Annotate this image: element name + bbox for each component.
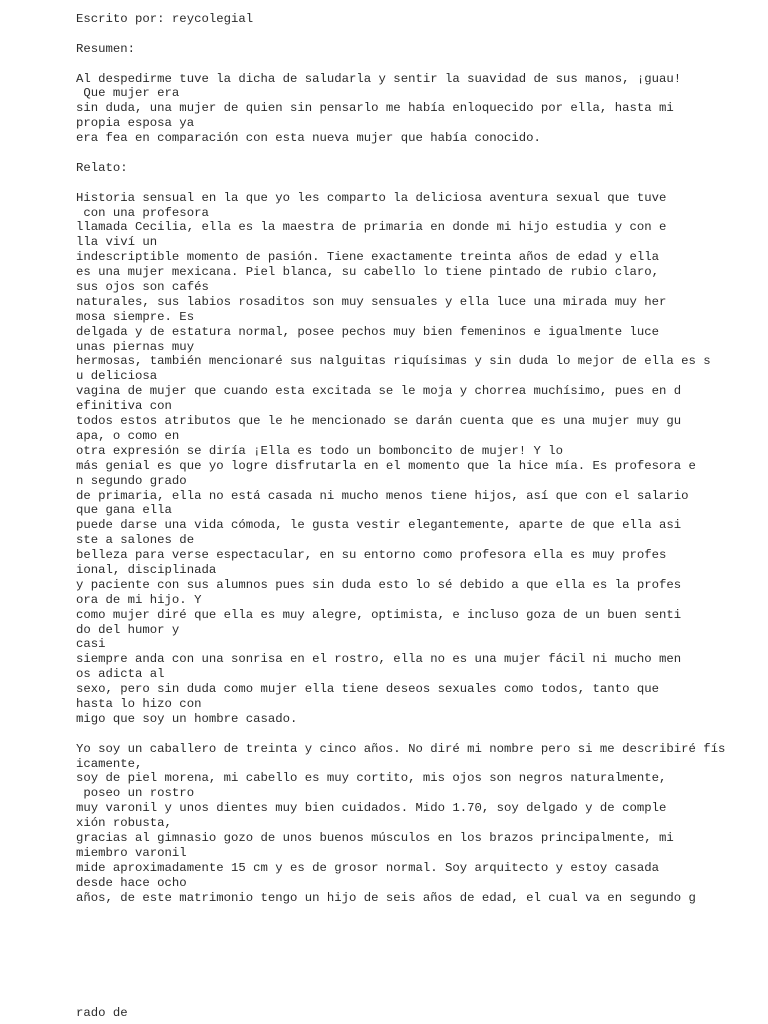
- text-line: hasta lo hizo con: [76, 696, 202, 711]
- text-line: sexo, pero sin duda como mujer ella tiene deseos sexuales como todos, tanto que: [76, 682, 659, 697]
- text-line: era fea en comparación con esta nueva mujer que había conocido.: [76, 131, 541, 146]
- text-line: años, de este matrimonio tengo un hijo de seis años de edad, el cual va en segundo g: [76, 890, 696, 905]
- text-line: u deliciosa: [76, 369, 158, 384]
- text-line: [76, 176, 756, 191]
- text-line: do del humor y: [76, 622, 180, 637]
- text-line: icamente,: [76, 756, 143, 771]
- text-line: Escrito por: reycolegial: [76, 12, 254, 26]
- text-line: ional, disciplinada: [76, 562, 217, 577]
- text-line: casi: [76, 637, 106, 652]
- text-line: es una mujer mexicana. Piel blanca, su cabello lo tiene pintado de rubio claro,: [76, 265, 659, 280]
- text-line: miembro varonil: [76, 845, 187, 860]
- text-line: Que mujer era: [76, 86, 180, 101]
- text-line: vagina de mujer que cuando esta excitada se le moja y chorrea muchísimo, pues en d: [76, 384, 682, 399]
- text-line: desde hace ocho: [76, 875, 187, 890]
- text-line: [76, 27, 756, 42]
- text-line: efinitiva con: [76, 399, 172, 414]
- text-line: apa, o como en: [76, 428, 180, 443]
- text-line: siempre anda con una sonrisa en el rostro, ella no es una mujer fácil ni mucho men: [76, 652, 682, 667]
- text-line: [76, 146, 756, 161]
- text-line: belleza para verse espectacular, en su entorno como profesora ella es muy profes: [76, 548, 667, 563]
- text-line: [76, 57, 756, 72]
- text-line: Al despedirme tuve la dicha de saludarla y sentir la suavidad de sus manos, ¡guau!: [76, 71, 682, 86]
- text-line: n segundo grado: [76, 473, 187, 488]
- text-line: sus ojos son cafés: [76, 280, 209, 295]
- text-line: Historia sensual en la que yo les comparto la deliciosa aventura sexual que tuve: [76, 190, 667, 205]
- text-line: rado de: [76, 1006, 128, 1020]
- text-line: con una profesora: [76, 205, 209, 220]
- text-line: como mujer diré que ella es muy alegre, optimista, e incluso goza de un buen senti: [76, 607, 682, 622]
- text-line: muy varonil y unos dientes muy bien cuidados. Mido 1.70, soy delgado y de comple: [76, 801, 667, 816]
- text-line: sin duda, una mujer de quien sin pensarlo me había enloquecido por ella, hasta mi: [76, 101, 674, 116]
- text-line: ora de mi hijo. Y: [76, 592, 202, 607]
- text-line: mide aproximadamente 15 cm y es de grosor normal. Soy arquitecto y estoy casada: [76, 860, 659, 875]
- text-line: puede darse una vida cómoda, le gusta vestir elegantemente, aparte de que ella asi: [76, 518, 682, 533]
- text-line: Resumen:: [76, 41, 136, 56]
- text-line: unas piernas muy: [76, 339, 195, 354]
- text-line: xión robusta,: [76, 816, 172, 831]
- text-line: migo que soy un hombre casado.: [76, 711, 298, 726]
- text-line: delgada y de estatura normal, posee pechos muy bien femeninos e igualmente luce: [76, 324, 659, 339]
- text-line: mosa siempre. Es: [76, 309, 195, 324]
- text-line: todos estos atributos que le he mencionado se darán cuenta que es una mujer muy gu: [76, 414, 682, 429]
- text-line: indescriptible momento de pasión. Tiene exactamente treinta años de edad y ella: [76, 250, 659, 265]
- text-line: que gana ella: [76, 503, 172, 518]
- text-line: Relato:: [76, 160, 128, 175]
- text-line: [76, 727, 756, 742]
- text-line: ste a salones de: [76, 533, 195, 548]
- text-line: hermosas, también mencionaré sus nalguitas riquísimas y sin duda lo mejor de ella es s: [76, 354, 711, 369]
- text-line: más genial es que yo logre disfrutarla en el momento que la hice mía. Es profesora e: [76, 458, 696, 473]
- text-line: de primaria, ella no está casada ni mucho menos tiene hijos, así que con el salario: [76, 488, 689, 503]
- text-line: naturales, sus labios rosaditos son muy sensuales y ella luce una mirada muy her: [76, 294, 667, 309]
- text-line: poseo un rostro: [76, 786, 195, 801]
- text-line: os adicta al: [76, 667, 165, 682]
- text-line: soy de piel morena, mi cabello es muy cortito, mis ojos son negros naturalmente,: [76, 771, 667, 786]
- text-line: otra expresión se diría ¡Ella es todo un bomboncito de mujer! Y lo: [76, 443, 564, 458]
- text-line: lla viví un: [76, 235, 158, 250]
- text-line: gracias al gimnasio gozo de unos buenos músculos en los brazos principalmente, mi: [76, 830, 674, 845]
- document-body-text: [76, 12, 756, 905]
- text-line: llamada Cecilia, ella es la maestra de primaria en donde mi hijo estudia y con e: [76, 220, 667, 235]
- text-line: propia esposa ya: [76, 116, 195, 131]
- text-line: Yo soy un caballero de treinta y cinco años. No diré mi nombre pero si me describiré fís: [76, 741, 726, 756]
- text-line: y paciente con sus alumnos pues sin duda esto lo sé debido a que ella es la profes: [76, 577, 682, 592]
- document-continued-text: [76, 1006, 756, 1021]
